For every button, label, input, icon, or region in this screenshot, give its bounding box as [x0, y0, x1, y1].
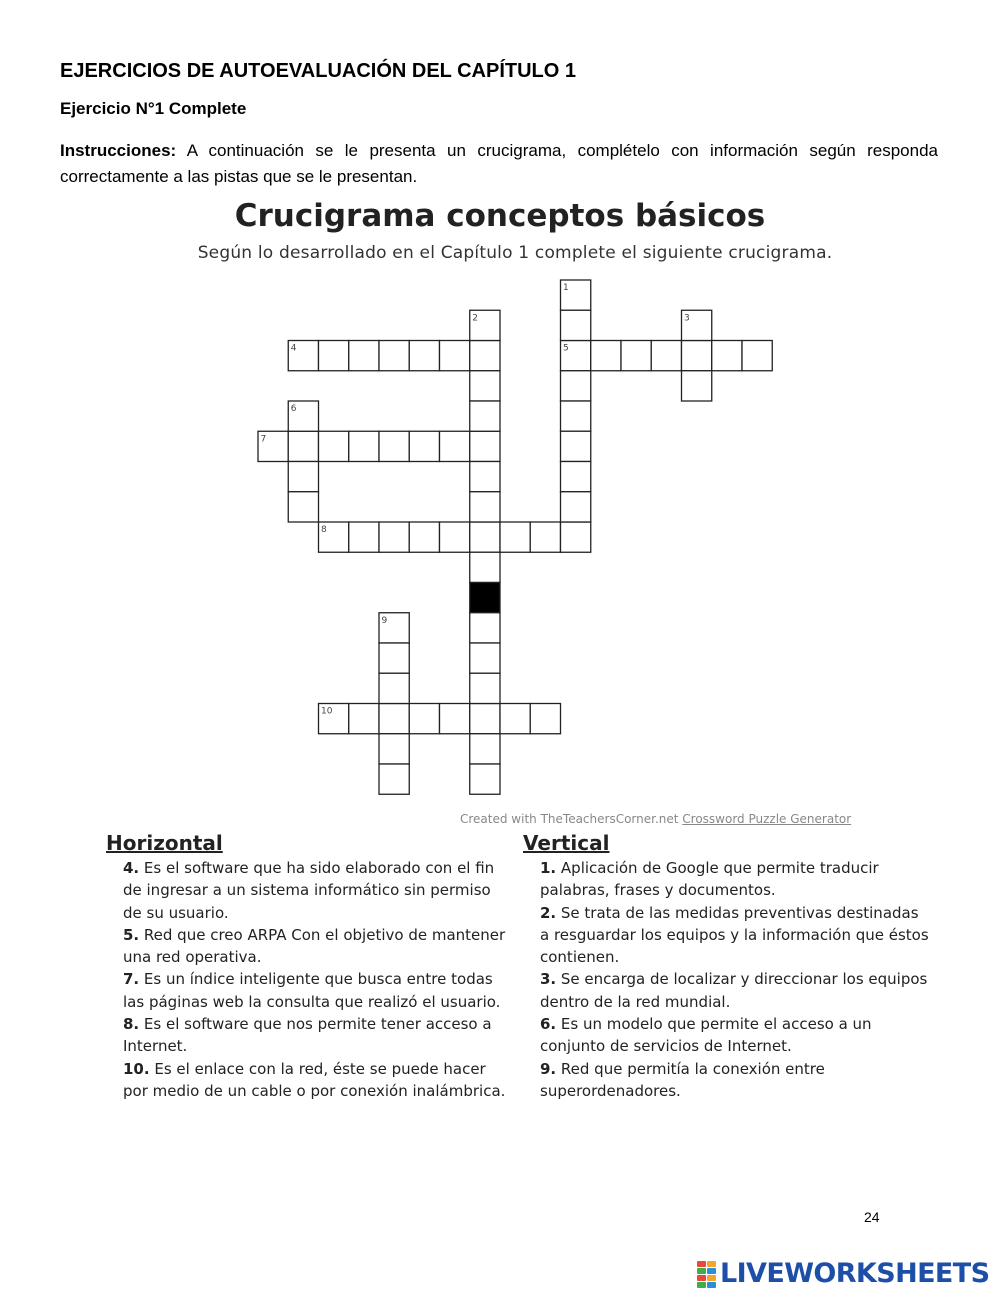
credit-text: Created with TheTeachersCorner.net: [460, 812, 683, 826]
clue-down-6: [540, 1013, 930, 1058]
crossword-cell[interactable]: [470, 431, 500, 461]
crossword-clue-number: 1: [563, 283, 569, 293]
crossword-cell[interactable]: [530, 522, 560, 552]
clue-number: 3.: [540, 970, 557, 989]
crossword-clue-number: 7: [260, 434, 267, 445]
crossword-cell[interactable]: [349, 431, 379, 461]
crossword-cell[interactable]: [500, 704, 530, 734]
crossword-cell[interactable]: [349, 522, 379, 552]
clue-number: 4.: [123, 859, 140, 877]
liveworksheets-logo[interactable]: [697, 1258, 989, 1288]
crossword-cell[interactable]: [319, 431, 349, 461]
crossword-cell[interactable]: [561, 492, 591, 522]
crossword-cell[interactable]: [470, 522, 500, 552]
clue-across-8: [123, 1013, 513, 1058]
clue-down-3: [540, 968, 930, 1013]
instructions: [60, 138, 938, 190]
clue-number: 8.: [123, 1015, 140, 1034]
clue-text: Es el software que nos permite tener acceso a Internet.: [123, 1015, 492, 1056]
crossword-clue-number: 10: [321, 706, 333, 717]
crossword-cell[interactable]: [561, 522, 591, 552]
crossword-cell[interactable]: [651, 341, 681, 371]
crossword-cell[interactable]: [379, 613, 409, 643]
clue-down-1: [540, 857, 930, 902]
crossword-cell[interactable]: [409, 704, 439, 734]
crossword-clue-number: 6: [290, 404, 297, 414]
crossword-clue-number: 4: [290, 343, 297, 354]
crossword-cell[interactable]: [561, 431, 591, 461]
crossword-cell[interactable]: [470, 492, 500, 522]
crossword-cell[interactable]: [379, 643, 409, 673]
crossword-cell[interactable]: [470, 613, 500, 643]
crossword-cell[interactable]: [288, 431, 318, 461]
clue-number: 5.: [123, 925, 140, 944]
clue-text: Se trata de las medidas preventivas destinadas a resguardar los equipos y la información que éstos contienen.: [540, 903, 929, 967]
crossword-clue-number: 3: [684, 313, 690, 324]
crossword-cell[interactable]: [682, 341, 712, 371]
crossword-title: Crucigrama conceptos básicos: [234, 198, 766, 234]
crossword-cell[interactable]: [530, 704, 560, 734]
horizontal-heading: Horizontal: [106, 831, 223, 855]
clue-number: 1.: [540, 859, 557, 877]
crossword-cell[interactable]: [561, 310, 591, 340]
crossword-cell[interactable]: [561, 401, 591, 431]
crossword-cell[interactable]: [470, 734, 500, 764]
crossword-clue-number: 9: [381, 615, 388, 626]
clue-down-2: [540, 902, 930, 969]
crossword-cell[interactable]: [379, 431, 409, 461]
logo-block: [707, 1282, 716, 1288]
crossword-cell[interactable]: [440, 704, 470, 734]
clue-text: Es el enlace con la red, éste se puede hacer por medio de un cable o por conexión inalámbrica.: [123, 1059, 506, 1100]
crossword-cell[interactable]: [470, 310, 500, 340]
vertical-heading: Vertical: [523, 831, 610, 855]
crossword-cell[interactable]: [440, 522, 470, 552]
logo-block: [707, 1261, 716, 1267]
page-number: 24: [864, 1209, 880, 1225]
crossword-cell[interactable]: [349, 341, 379, 371]
crossword-cell[interactable]: [288, 462, 318, 492]
crossword-cell[interactable]: [409, 522, 439, 552]
clue-across-5: [123, 924, 513, 969]
crossword-cell[interactable]: [379, 734, 409, 764]
logo-block: [707, 1268, 716, 1274]
crossword-cell[interactable]: [561, 341, 591, 371]
crossword-cell[interactable]: [379, 673, 409, 703]
document-heading: EJERCICIOS DE AUTOEVALUACIÓN DEL CAPÍTULO 1: [60, 60, 576, 82]
generator-link[interactable]: Crossword Puzzle Generator: [682, 812, 852, 826]
crossword-cell[interactable]: [470, 341, 500, 371]
clue-text: Se encarga de localizar y direccionar los equipos dentro de la red mundial.: [540, 970, 928, 1011]
clue-number: 7.: [123, 970, 140, 989]
exercise-title: Ejercicio N°1 Complete: [60, 99, 247, 118]
logo-block: [697, 1275, 706, 1281]
crossword-cell[interactable]: [440, 431, 470, 461]
crossword-cell[interactable]: [349, 704, 379, 734]
crossword-cell[interactable]: [561, 462, 591, 492]
crossword-cell[interactable]: [591, 341, 621, 371]
crossword-cell[interactable]: [288, 401, 318, 431]
crossword-cell[interactable]: [379, 704, 409, 734]
crossword-clue-number: 5: [563, 343, 569, 354]
liveworksheets-logo-icon: [697, 1261, 715, 1285]
crossword-clue-number: 8: [321, 525, 327, 535]
crossword-cell[interactable]: [470, 764, 500, 794]
clue-text: Red que creo ARPA Con el objetivo de mantener una red operativa.: [123, 925, 506, 967]
crossword-cell[interactable]: [379, 522, 409, 552]
crossword-cell[interactable]: [742, 341, 772, 371]
crossword-cell[interactable]: [288, 341, 318, 371]
generator-credit: [460, 812, 851, 826]
logo-block: [697, 1282, 706, 1288]
crossword-cell[interactable]: [470, 371, 500, 401]
logo-block: [697, 1261, 706, 1267]
crossword-cell[interactable]: [409, 341, 439, 371]
crossword-clue-number: 2: [472, 313, 478, 324]
crossword-cell[interactable]: [379, 764, 409, 794]
crossword-cell[interactable]: [258, 431, 288, 461]
crossword-cell[interactable]: [470, 643, 500, 673]
logo-block: [707, 1275, 716, 1281]
logo-block: [697, 1268, 706, 1274]
crossword-cell[interactable]: [470, 462, 500, 492]
crossword-cell[interactable]: [409, 431, 439, 461]
crossword-subtitle: Según lo desarrollado en el Capítulo 1 complete el siguiente crucigrama.: [197, 243, 833, 263]
vertical-clue-list: [540, 857, 930, 1102]
crossword-cell[interactable]: [561, 371, 591, 401]
crossword-cell[interactable]: [379, 341, 409, 371]
crossword-cell[interactable]: [319, 341, 349, 371]
crossword-cell[interactable]: [288, 492, 318, 522]
instructions-text: A continuación se le presenta un crucigrama, complételo con información según responda correctamente a las pistas que se le presentan.: [60, 141, 938, 186]
clue-text: Aplicación de Google que permite traducir palabras, frases y documentos.: [540, 859, 879, 900]
crossword-black-cell: [470, 583, 500, 613]
clue-number: 2.: [540, 903, 557, 922]
instructions-label: Instrucciones:: [60, 141, 177, 160]
crossword-cell[interactable]: [621, 341, 651, 371]
clue-number: 9.: [540, 1059, 557, 1078]
crossword-cell[interactable]: [682, 310, 712, 340]
crossword-cell[interactable]: [470, 704, 500, 734]
crossword-cell[interactable]: [440, 341, 470, 371]
clue-text: Es un índice inteligente que busca entre todas las páginas web la consulta que realizó el usuario.: [123, 970, 501, 1011]
crossword-cell[interactable]: [319, 704, 349, 734]
liveworksheets-wordmark: LIVEWORKSHEETS: [720, 1257, 990, 1289]
clue-text: Es un modelo que permite el acceso a un conjunto de servicios de Internet.: [540, 1015, 872, 1056]
clue-across-7: [123, 968, 513, 1013]
clue-number: 6.: [540, 1015, 557, 1034]
clue-number: 10.: [123, 1059, 150, 1078]
clue-text: Es el software que ha sido elaborado con el fin de ingresar a un sistema informático sin permiso de su usuario.: [123, 859, 495, 922]
clue-down-9: [540, 1058, 930, 1103]
crossword-cell[interactable]: [319, 522, 349, 552]
crossword-cell[interactable]: [470, 673, 500, 703]
crossword-cell[interactable]: [682, 371, 712, 401]
clue-across-4: [123, 857, 513, 924]
crossword-cell[interactable]: [470, 552, 500, 582]
clue-text: Red que permitía la conexión entre superordenadores.: [540, 1059, 825, 1100]
horizontal-clue-list: [123, 857, 513, 1102]
crossword-cell[interactable]: [712, 341, 742, 371]
clue-across-10: [123, 1058, 513, 1103]
crossword-cell[interactable]: [500, 522, 530, 552]
crossword-cell[interactable]: [470, 401, 500, 431]
crossword-cell[interactable]: [561, 280, 591, 310]
